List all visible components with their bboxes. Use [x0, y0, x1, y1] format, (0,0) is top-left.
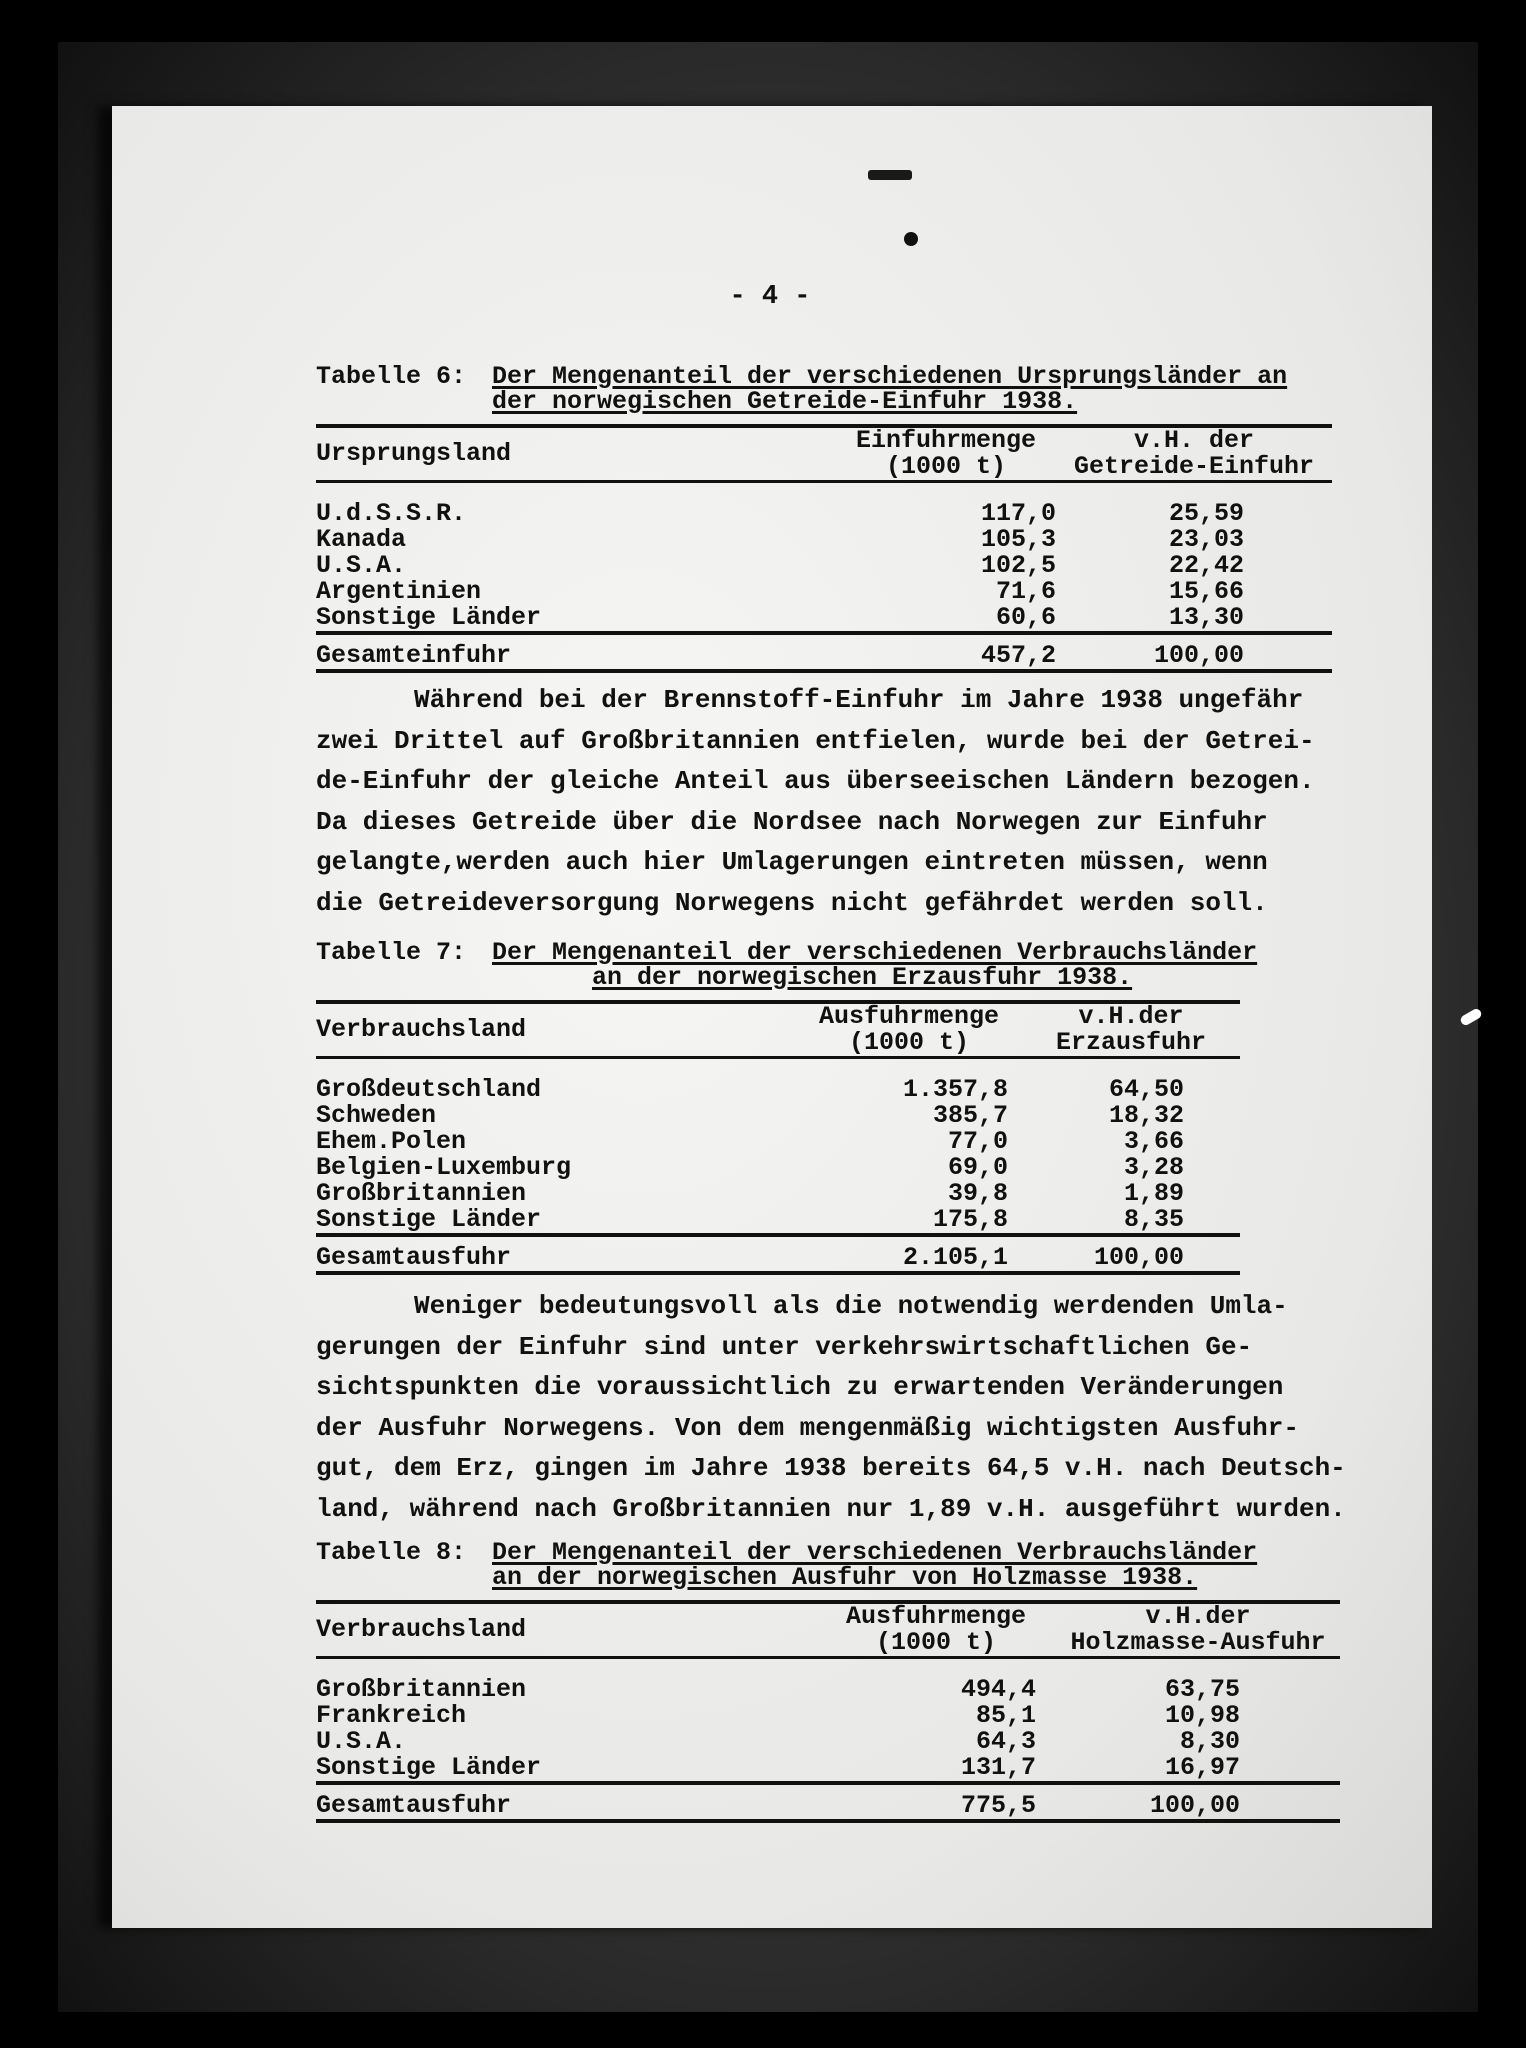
table7-header-amount	[796, 1002, 1022, 1058]
paragraph-line: Da dieses Getreide über die Nordsee nach Norwegen zur Einfuhr	[316, 806, 1268, 837]
table6-header-amount	[836, 426, 1056, 482]
row-amount: 71,6	[995, 577, 1056, 606]
paragraph-line: Weniger bedeutungsvoll als die notwendig werdenden Umla-	[414, 1291, 1288, 1321]
row-country: Sonstige Länder	[316, 1755, 816, 1783]
table6-header-share	[1056, 426, 1332, 482]
row-amount: 117,0	[980, 499, 1056, 528]
table7-header-amount-line1: Ausfuhrmenge	[818, 1002, 1000, 1031]
table6-title	[316, 364, 1332, 414]
row-country: U.S.A.	[316, 1727, 407, 1756]
table6-header-share-line2: Getreide-Einfuhr	[1073, 452, 1315, 481]
table-total-row	[316, 633, 1332, 671]
table8-header-amount	[816, 1602, 1056, 1658]
row-share: 64,50	[1108, 1075, 1184, 1104]
row-country: Kanada	[316, 525, 407, 554]
paragraph-line: gerungen der Einfuhr sind unter verkehrswirtschaftlichen Ge-	[316, 1331, 1253, 1362]
total-label: Gesamteinfuhr	[316, 633, 836, 671]
table8-title	[316, 1540, 1340, 1590]
table8-header-country: Verbrauchsland	[316, 1615, 527, 1644]
table8-header-share	[1056, 1602, 1340, 1658]
row-country: Sonstige Länder	[316, 605, 836, 633]
paragraph-line: der Ausfuhr Norwegens. Von dem mengenmäßig wichtigsten Ausfuhr-	[316, 1412, 1299, 1443]
row-amount: 69,0	[947, 1153, 1008, 1182]
table7-header-share	[1022, 1002, 1240, 1058]
paragraph-1	[316, 680, 1346, 923]
row-country: Frankreich	[316, 1701, 467, 1730]
row-amount: 494,4	[960, 1675, 1036, 1704]
row-amount: 60,6	[836, 605, 1056, 633]
table-row	[316, 1103, 1240, 1129]
row-country: Belgien-Luxemburg	[316, 1153, 572, 1182]
row-share: 16,97	[1056, 1755, 1340, 1783]
table6-label: Tabelle 6:	[316, 362, 467, 391]
page-number: - 4 -	[729, 282, 811, 312]
table7-title	[316, 940, 1257, 990]
table8-label: Tabelle 8:	[316, 1538, 467, 1567]
row-share: 23,03	[1168, 525, 1244, 554]
row-country: Großdeutschland	[316, 1075, 542, 1104]
row-amount: 77,0	[947, 1127, 1008, 1156]
table-row	[316, 527, 1332, 553]
table7-label: Tabelle 7:	[316, 938, 467, 967]
table8-header-share-line1: v.H.der	[1145, 1602, 1251, 1631]
total-share: 100,00	[1056, 633, 1332, 671]
row-share: 3,28	[1123, 1153, 1184, 1182]
row-share: 18,32	[1108, 1101, 1184, 1130]
table6-title-line1: Der Mengenanteil der verschiedenen Ursprungsländer an	[492, 362, 1288, 391]
table-row	[316, 1207, 1240, 1235]
table6-header-amount-line1: Einfuhrmenge	[855, 426, 1037, 455]
table-row	[316, 1703, 1340, 1729]
paragraph-line: gelangte,werden auch hier Umlagerungen eintreten müssen, wenn	[316, 847, 1268, 877]
table8-header-amount-line2: (1000 t)	[875, 1628, 997, 1657]
table7-title-line2: an der norwegischen Erzausfuhr 1938.	[592, 963, 1133, 992]
total-amount: 775,5	[816, 1783, 1056, 1821]
row-country: U.d.S.S.R.	[316, 499, 467, 528]
ink-blot	[868, 170, 912, 180]
paragraph-2	[316, 1286, 1368, 1529]
row-share: 22,42	[1168, 551, 1244, 580]
row-amount: 39,8	[947, 1179, 1008, 1208]
row-share: 13,30	[1056, 605, 1332, 633]
table7-header-share-line2: Erzausfuhr	[1055, 1028, 1207, 1057]
table-row	[316, 1658, 1340, 1704]
paragraph-line: zwei Drittel auf Großbritannien entfielen, wurde bei der Getrei-	[316, 725, 1315, 756]
row-amount: 131,7	[816, 1755, 1056, 1783]
paragraph-line: land, während nach Großbritannien nur 1,89 v.H. ausgeführt wurden.	[316, 1493, 1346, 1524]
table-row	[316, 579, 1332, 605]
total-label: Gesamtausfuhr	[316, 1235, 796, 1273]
row-amount: 85,1	[975, 1701, 1036, 1730]
row-share: 10,98	[1164, 1701, 1240, 1730]
table-row	[316, 1181, 1240, 1207]
table-row	[316, 482, 1332, 528]
row-amount: 385,7	[932, 1101, 1008, 1130]
row-country: Argentinien	[316, 577, 482, 606]
table8-title-line1: Der Mengenanteil der verschiedenen Verbrauchsländer	[492, 1538, 1258, 1567]
row-share: 3,66	[1123, 1127, 1184, 1156]
table7-header-country: Verbrauchsland	[316, 1015, 527, 1044]
table-row	[316, 1155, 1240, 1181]
table-row	[316, 553, 1332, 579]
table-row	[316, 1729, 1340, 1755]
row-amount: 102,5	[980, 551, 1056, 580]
row-country: Ehem.Polen	[316, 1127, 467, 1156]
table7-header-share-line1: v.H.der	[1078, 1002, 1184, 1031]
table6	[316, 424, 1332, 673]
table6-header-share-line1: v.H. der	[1133, 426, 1255, 455]
row-amount: 175,8	[796, 1207, 1022, 1235]
table7-section	[316, 940, 1257, 1275]
table8-header-share-line2: Holzmasse-Ausfuhr	[1070, 1628, 1326, 1657]
row-share: 25,59	[1168, 499, 1244, 528]
table-row	[316, 1129, 1240, 1155]
table-total-row	[316, 1783, 1340, 1821]
row-country: U.S.A.	[316, 551, 407, 580]
table7-title-line1: Der Mengenanteil der verschiedenen Verbrauchsländer	[492, 938, 1258, 967]
row-country: Großbritannien	[316, 1179, 527, 1208]
row-amount: 64,3	[975, 1727, 1036, 1756]
row-amount: 105,3	[980, 525, 1056, 554]
total-share: 100,00	[1056, 1783, 1340, 1821]
table-row	[316, 1058, 1240, 1104]
row-share: 8,35	[1022, 1207, 1240, 1235]
paragraph-line: sichtspunkten die voraussichtlich zu erwartenden Veränderungen	[316, 1372, 1284, 1402]
row-country: Sonstige Länder	[316, 1207, 796, 1235]
row-share: 15,66	[1168, 577, 1244, 606]
row-country: Großbritannien	[316, 1675, 527, 1704]
table-total-row	[316, 1235, 1240, 1273]
paragraph-line: gut, dem Erz, gingen im Jahre 1938 bereits 64,5 v.H. nach Deutsch-	[316, 1453, 1346, 1483]
row-amount: 1.357,8	[902, 1075, 1008, 1104]
ink-dot	[904, 232, 918, 246]
table6-header-amount-line2: (1000 t)	[885, 452, 1007, 481]
table8-section	[316, 1540, 1340, 1823]
table-row	[316, 1755, 1340, 1783]
total-amount: 2.105,1	[796, 1235, 1022, 1273]
total-label: Gesamtausfuhr	[316, 1783, 816, 1821]
row-share: 63,75	[1164, 1675, 1240, 1704]
paragraph-line: Während bei der Brennstoff-Einfuhr im Jahre 1938 ungefähr	[414, 685, 1304, 715]
table6-header-country: Ursprungsland	[316, 439, 512, 468]
table8-title-line2: an der norwegischen Ausfuhr von Holzmasse 1938.	[492, 1563, 1198, 1592]
table7-header-amount-line2: (1000 t)	[848, 1028, 970, 1057]
row-share: 1,89	[1123, 1179, 1184, 1208]
table6-section	[316, 364, 1332, 673]
row-country: Schweden	[316, 1101, 437, 1130]
table-row	[316, 605, 1332, 633]
total-amount: 457,2	[836, 633, 1056, 671]
table8	[316, 1600, 1340, 1823]
table6-title-line2: der norwegischen Getreide-Einfuhr 1938.	[492, 387, 1078, 416]
row-share: 8,30	[1179, 1727, 1240, 1756]
table7	[316, 1000, 1240, 1275]
table8-header-amount-line1: Ausfuhrmenge	[845, 1602, 1027, 1631]
paragraph-line: de-Einfuhr der gleiche Anteil aus überseeischen Ländern bezogen.	[316, 766, 1315, 796]
total-share: 100,00	[1022, 1235, 1240, 1273]
paragraph-line: die Getreideversorgung Norwegens nicht gefährdet werden soll.	[316, 887, 1268, 918]
